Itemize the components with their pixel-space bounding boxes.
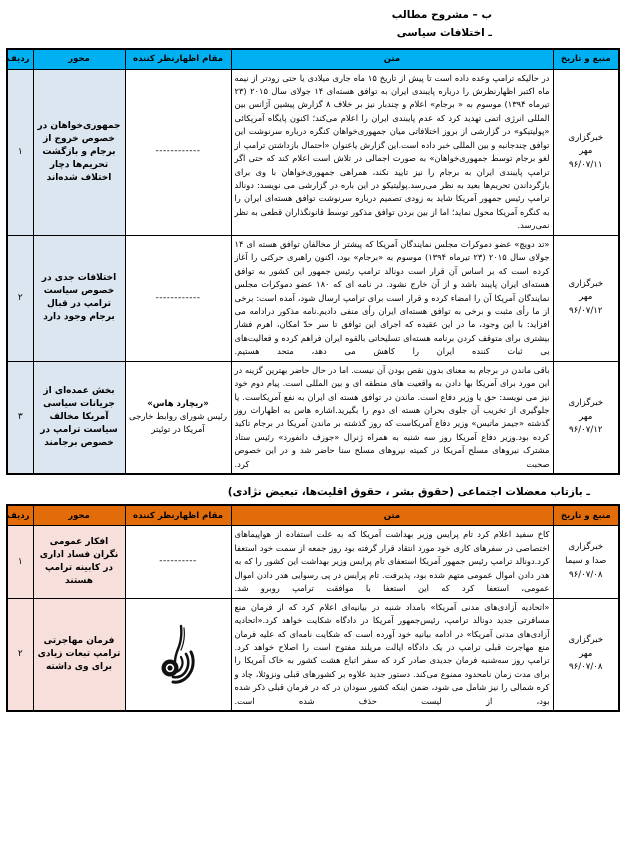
column-header-row-number: ردیف: [7, 505, 33, 526]
source-name: مهر: [579, 648, 593, 659]
cell-text: باقی ماندن در برجام به معنای بدون نقص بودن آن نیست. اما در حال حاضر بهترین گزینه در این مورد برای آمریکا بها دادن به واقعیت های منطقه ای و بین المللی است. پیام دوم خود نیز می نویسد: حق یا وزیر دفاع است. ماندن در توافق هسته ای ایران به نفع آمریکاست. یا جلوگیری از تخریب آن جلوی بحران هسته ای دوم را بگیرید.اشاره هاس به اظهارات روز گذشته «جیمز ماتیس» وزیر دفاع آمریکاست که روز گذشته بر ماندن آمریکا در برجام تاکید کرده بود.وزیر دفاع آمریکا روز سه شنبه به همراه ژنرال «جوزف دانفورد» رئیس ستاد مشترک نیروهای مسلح آمریکا در کمیته نیروهای مسلح سنا حاضر شد و در این خصوص صحبت کرد.: [231, 361, 553, 474]
source-agency: خبرگزاری: [568, 278, 604, 289]
source-name: مهر: [579, 292, 593, 303]
speaker-placeholder-dashes: ------------: [155, 146, 201, 157]
cell-topic: جمهوری‌خواهان در خصوص خروج از برجام و بازگشت تحریم‌ها دچار اختلاف شده‌اند: [33, 69, 125, 235]
source-date: ۹۶/۰۷/۱۱: [569, 160, 603, 171]
source-date: ۹۶/۰۷/۰۸: [569, 662, 603, 673]
cell-source: [553, 69, 619, 235]
source-agency: خبرگزاری: [568, 634, 604, 645]
source-name: صدا و سیما: [565, 556, 607, 567]
social-issues-table: [6, 504, 620, 712]
cell-text: «اتحادیه آزادی‌های مدنی آمریکا» بامداد شنبه در بیانیه‌ای اعلام کرد که از فرمان منع مسافرتی جدید دونالد ترامپ، رئیس‌جمهور آمریکا در دادگاه شکایت خواهد کرد.«اتحادیه آزادی‌های مدنی آمریکا» در ادامه بیانیه خود آورده است که شکایت نامه‌ای که علیه فرمان منع مهاجرت قبلی ترامپ در یک دادگاه ایالت مریلند مفتوح است را اصلاح خواهد کرد. ترامپ روز سه‌شنبه فرمان جدیدی صادر کرد که سفر اتباع هشت کشور به خاک آمریکا را برای مدت زمان نامحدود ممنوع می‌کند. دستور جدید علاوه بر کشورهای قبلی ونزوئلا، چاد و کره شمالی را نیز شامل می شود، ضمن اینکه کشور سودان در که در فرمان قبلی ذکر شده بود، از لیست حذف شده است.: [231, 598, 553, 711]
cell-text: «تد دویچ» عضو دموکرات مجلس نمایندگان آمریکا که پیشتر از مخالفان توافق هسته ای ۱۴ جولای سال ۲۰۱۵ (۲۳ تیرماه ۱۳۹۴) موسوم به «برجام» بود، اکنون راهبری حرکتی را آغاز کرده است که بر اساس آن قرار است دونالد ترامپ رئیس جمهور این کشور به توافق هسته‌ای ایران پایبند باشد و از آن خارج نشود. در نامه ای که ۱۸۰ عضو دموکرات مجلس نمایندگان آمریکا آن را امضاء کرده و قرار است برای ترامپ ارسال شود، آمده است: برخی از ما رأی مثبت و برخی به توافق هسته‌ای ایران رأی منفی دادیم.نامه مذکور درادامه می افزاید: با این وجود، ما در این عقیده که اجرای این توافق تا سر حدّ امکان، اهرم فشار بیشتری برای متوقف کردن برنامه هسته‌ای تسلیحاتی بالقوه ایران فراهم کرده و فعالیت‌های بی ثبات کننده ایران را کاهش می دهد، متحد هستیم.: [231, 235, 553, 361]
cell-source: [553, 235, 619, 361]
source-date: ۹۶/۰۷/۱۲: [569, 306, 603, 317]
column-header-topic: محور: [33, 49, 125, 70]
cell-text: در حالیکه ترامپ وعده داده است تا پیش از تاریخ ۱۵ ماه جاری میلادی یا حتی زودتر از نیمه ماه اکتبر اظهارنظرش را درباره پایبندی ایران به توافق هسته‌ای ۱۴ جولای سال ۲۰۱۵ (۲۳ تیرماه ۱۳۹۴) موسوم به « برجام» اعلام و چندبار نیز بر خلاف ۸ گزارش پیشین آژانس بین المللی انرژی اتمی تهدید کرد که عدم پایبندی ایران را اعلام می‌کند؛ اکنون پایگاه آمریکائی «پولیتیکو» در گزارشی از بروز اختلافاتی میان جمهوری‌خواهان کنگره درباره سرنوشت این توافق چندجانبه و بین المللی خبر داده است.این گزارش یاعنوان «احتمال بازداشتن ترامپ از لغو برجام توسط جمهوری‌خواهان» به صورت اجمالی در تلاش است اعلام کند که حتی اگر ترامپ پایبندی ایران به برجام را نیز تایید نکند، همراهی جمهوری‌خواهان با وی برای بازگرداندن تحریم‌ها بعید به نظر می‌رسد.پولیتیکو در این باره در گزارشی می نویسد: دونالد ترامپ رئیس جمهور آمریکا شاید به زودی تصمیم درباره سرنوشت توافق هسته‌ای ایران را به کنگره آمریکا محول نماید؛ اما از بین بردن توافق مذکور توسط قانونگذاران قطعی به نظر نمی‌رسد.: [231, 69, 553, 235]
source-date: ۹۶/۰۷/۱۲: [569, 425, 603, 436]
table-row: [7, 598, 619, 711]
section-heading-social: ـ بازتاب معضلات اجتماعی (حقوق بشر ، حقوق اقلیت‌ها، تبعیض نژادی): [227, 486, 590, 499]
cell-row-number: ۱: [7, 526, 33, 598]
column-header-speaker: مقام اظهارنظر کننده: [125, 505, 231, 526]
column-header-source: منبع و تاریخ: [553, 505, 619, 526]
speaker-name: «ریچارد هاس»: [147, 399, 209, 410]
table-header-row: [7, 505, 619, 526]
cell-speaker: [125, 69, 231, 235]
document-page: [0, 7, 628, 847]
cell-row-number: ۲: [7, 598, 33, 711]
source-name: مهر: [579, 146, 593, 157]
cell-row-number: ۲: [7, 235, 33, 361]
source-agency: خبرگزاری: [568, 542, 604, 553]
table-header-row: [7, 49, 619, 70]
speaker-placeholder-dashes: ----------: [159, 556, 197, 567]
cell-source: [553, 598, 619, 711]
source-agency: خبرگزاری: [568, 397, 604, 408]
cell-topic: فرمان مهاجرتی ترامپ تبعات زیادی برای وی داشته: [33, 598, 125, 711]
cell-speaker: [125, 361, 231, 474]
speaker-role: رئیس شورای روابط خارجی آمریکا در توئیتر: [129, 412, 227, 435]
cell-row-number: ۳: [7, 361, 33, 474]
table-row: [7, 526, 619, 598]
column-header-text: متن: [231, 505, 553, 526]
table-row: [7, 69, 619, 235]
cell-source: [553, 526, 619, 598]
cell-topic: اختلافات جدی در خصوص سیاست ترامپ در قبال برجام وجود دارد: [33, 235, 125, 361]
political-differences-table: [6, 48, 620, 476]
source-date: ۹۶/۰۷/۰۸: [569, 569, 603, 580]
column-header-topic: محور: [33, 505, 125, 526]
column-header-source: منبع و تاریخ: [553, 49, 619, 70]
cell-speaker: [125, 235, 231, 361]
table-row: [7, 235, 619, 361]
section-heading-political: ـ اختلافات سیاسی: [396, 27, 492, 40]
cell-topic: افکار عمومی نگران فساد اداری در کابینه ترامپ هستند: [33, 526, 125, 598]
speaker-placeholder-dashes: ------------: [155, 292, 201, 303]
source-agency: خبرگزاری: [568, 132, 604, 143]
page-title: ب – مشروح مطالب: [391, 9, 492, 21]
table-row: [7, 361, 619, 474]
cell-speaker: [125, 526, 231, 598]
iribnews-logo-icon: [151, 622, 205, 686]
column-header-speaker: مقام اظهارنظر کننده: [125, 49, 231, 70]
column-header-row-number: ردیف: [7, 49, 33, 70]
cell-speaker: [125, 598, 231, 711]
cell-row-number: ۱: [7, 69, 33, 235]
source-name: مهر: [579, 411, 593, 422]
cell-text: کاخ سفید اعلام کرد تام پرایس وزیر بهداشت آمریکا که به علت استفاده از هواپیماهای اختصاصی در سفرهای کاری خود مورد انتقاد قرار گرفته بود روز جمعه از سمت خود استعفا کرد.دونالد ترامپ رئیس جمهور آمریکا استعفای تام پرایس وزیر بهداشت این کشور را که به هدر دادن اموال عمومی متهم شده بود، پذیرفت. تام پرایس در پی رسوایی هدر دادن اموال عمومی، استعفا کرد که این استعفا با موافقت ترامپ روبرو شد.: [231, 526, 553, 598]
column-header-text: متن: [231, 49, 553, 70]
cell-topic: بخش عمده‌ای از جریانات سیاسی آمریکا مخالف سیاست ترامپ در خصوص برجامند: [33, 361, 125, 474]
cell-source: [553, 361, 619, 474]
